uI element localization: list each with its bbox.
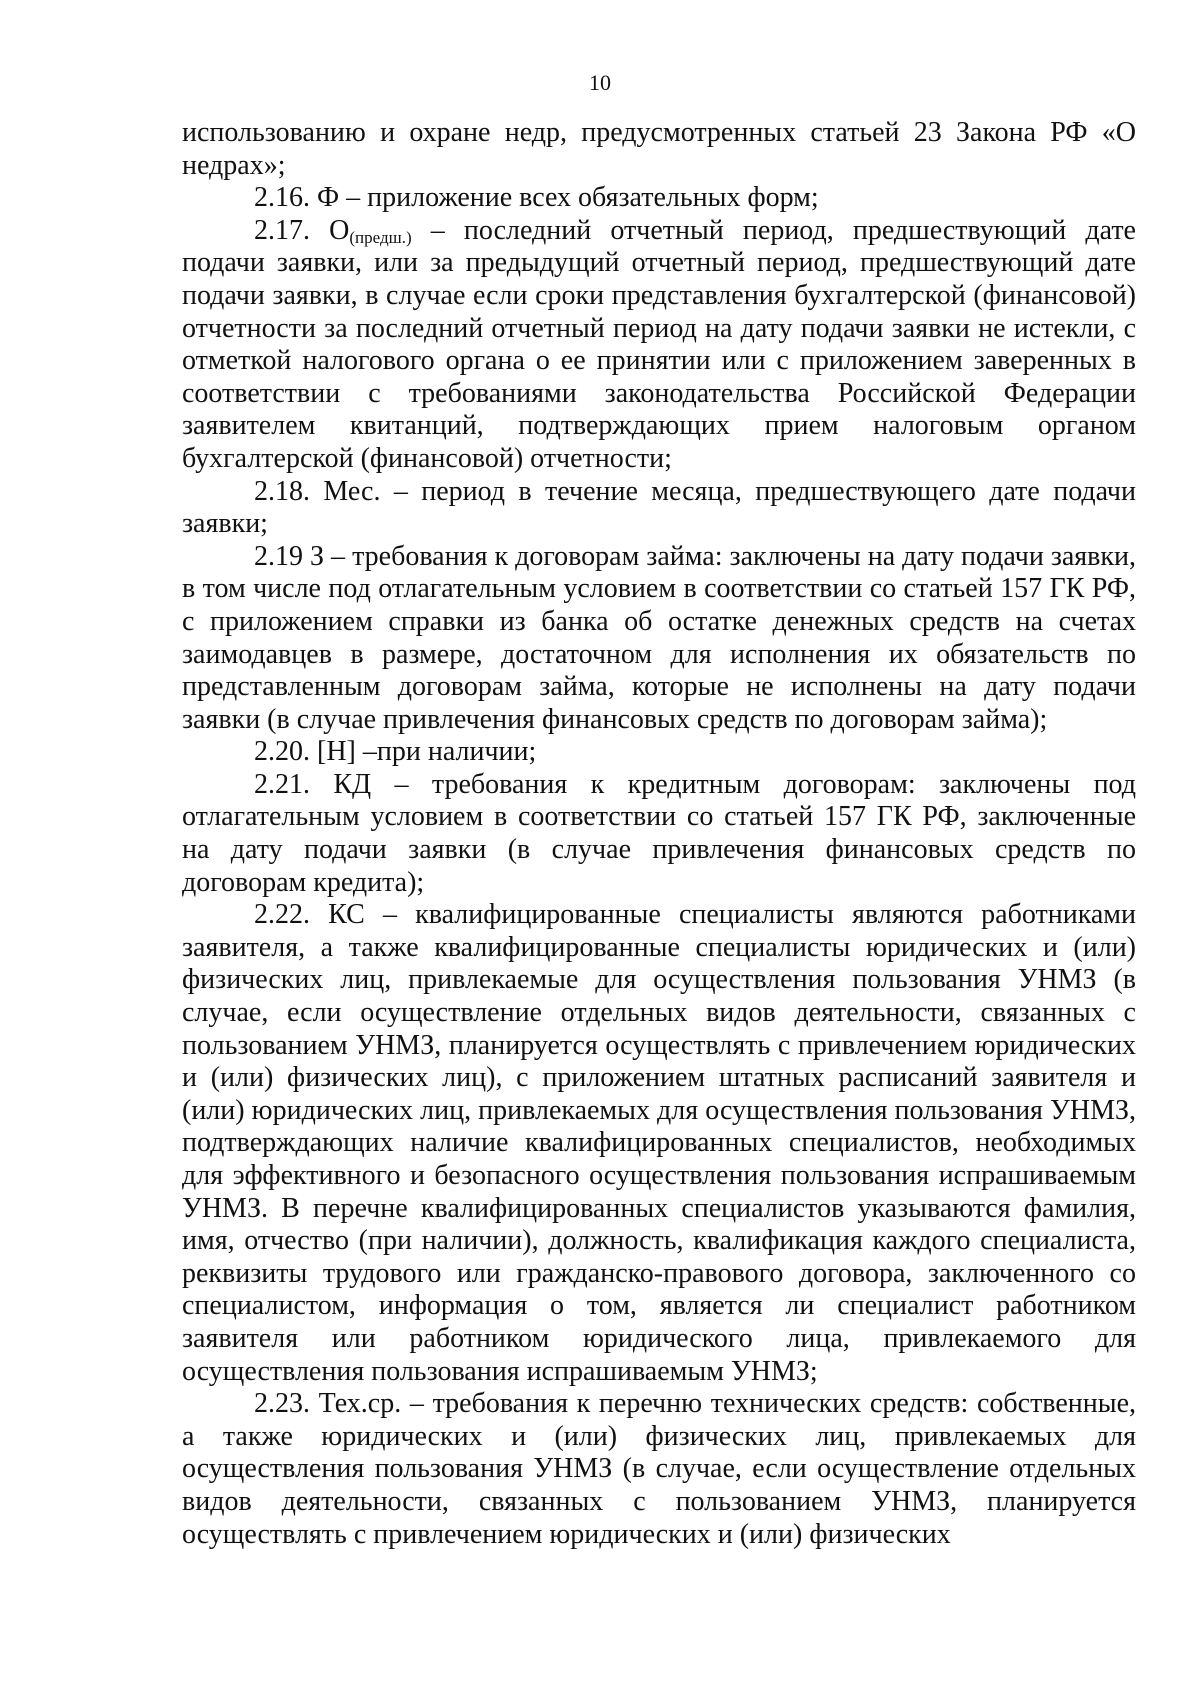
paragraph-2-17-prefix: 2.17. О [254, 214, 350, 246]
paragraph-2-20: 2.20. [Н] –при наличии; [254, 736, 537, 768]
paragraph-2-16: 2.16. Ф – приложение всех обязательных форм; [254, 182, 819, 214]
paragraph-2-17-subscript: (предш.) [349, 227, 412, 247]
page-number: 10 [589, 70, 611, 95]
paragraph-2-23: 2.23. Тех.ср. – требования к перечню технических средств: собственные, а также юридических и (или) физических лиц, привлекаемых для осуществления пользования УНМЗ (в случае, если осуществление отдельных видов деятельности, связанных с пользованием УНМЗ, планируется осуществлять с привлечением юридических и (или) физических [182, 1388, 1136, 1550]
paragraph-2-21: 2.21. КД – требования к кредитным договорам: заключены под отлагательным условием в соответствии со статьей 157 ГК РФ, заключенные на дату подачи заявки (в случае привлечения финансовых средств по договорам кредита); [182, 768, 1136, 898]
paragraph-2-19: 2.19 З – требования к договорам займа: заключены на дату подачи заявки, в том числе под отлагательным условием в соответствии со статьей 157 ГК РФ, с приложением справки из банка об остатке денежных средств на счетах заимодавцев в размере, достаточном для исполнения их обязательств по представленным договорам займа, которые не исполнены на дату подачи заявки (в случае привлечения финансовых средств по договорам займа); [182, 540, 1136, 735]
paragraph-2-17 [182, 215, 1136, 476]
paragraph-2-17-text: – последний отчетный период, предшествующий дате подачи заявки, или за предыдущий отчетный период, предшествующий дате подачи заявки, в случае если сроки представления бухгалтерской (финансовой) отчетности за последний отчетный период на дату подачи заявки не истекли, с отметкой налогового органа о ее принятии или с приложением заверенных в соответствии с требованиями законодательства Российской Федерации заявителем квитанций, подтверждающих прием налоговым органом бухгалтерской (финансовой) отчетности; [182, 214, 1136, 474]
paragraph-2-18: 2.18. Мес. – период в течение месяца, предшествующего дате подачи заявки; [182, 475, 1136, 540]
paragraph-2-22: 2.22. КС – квалифицированные специалисты являются работниками заявителя, а также квалифицированные специалисты юридических и (или) физических лиц, привлекаемые для осуществления пользования УНМЗ (в случае, если осуществление отдельных видов деятельности, связанных с пользованием УНМЗ, планируется осуществлять с привлечением юридических и (или) физических лиц), с приложением штатных расписаний заявителя и (или) юридических лиц, привлекаемых для осуществления пользования УНМЗ, подтверждающих наличие квалифицированных специалистов, необходимых для эффективного и безопасного осуществления пользования испрашиваемым УНМЗ. В перечне квалифицированных специалистов указываются фамилия, имя, отчество (при наличии), должность, квалификация каждого специалиста, реквизиты трудового или гражданско-правового договора, заключенного со специалистом, информация о том, является ли специалист работником заявителя или работником юридического лица, привлекаемого для осуществления пользования испрашиваемым УНМЗ; [182, 899, 1136, 1387]
paragraph-continuation: использованию и охране недр, предусмотренных статьей 23 Закона РФ «О недрах»; [182, 117, 1136, 181]
document-body [182, 117, 1136, 1551]
